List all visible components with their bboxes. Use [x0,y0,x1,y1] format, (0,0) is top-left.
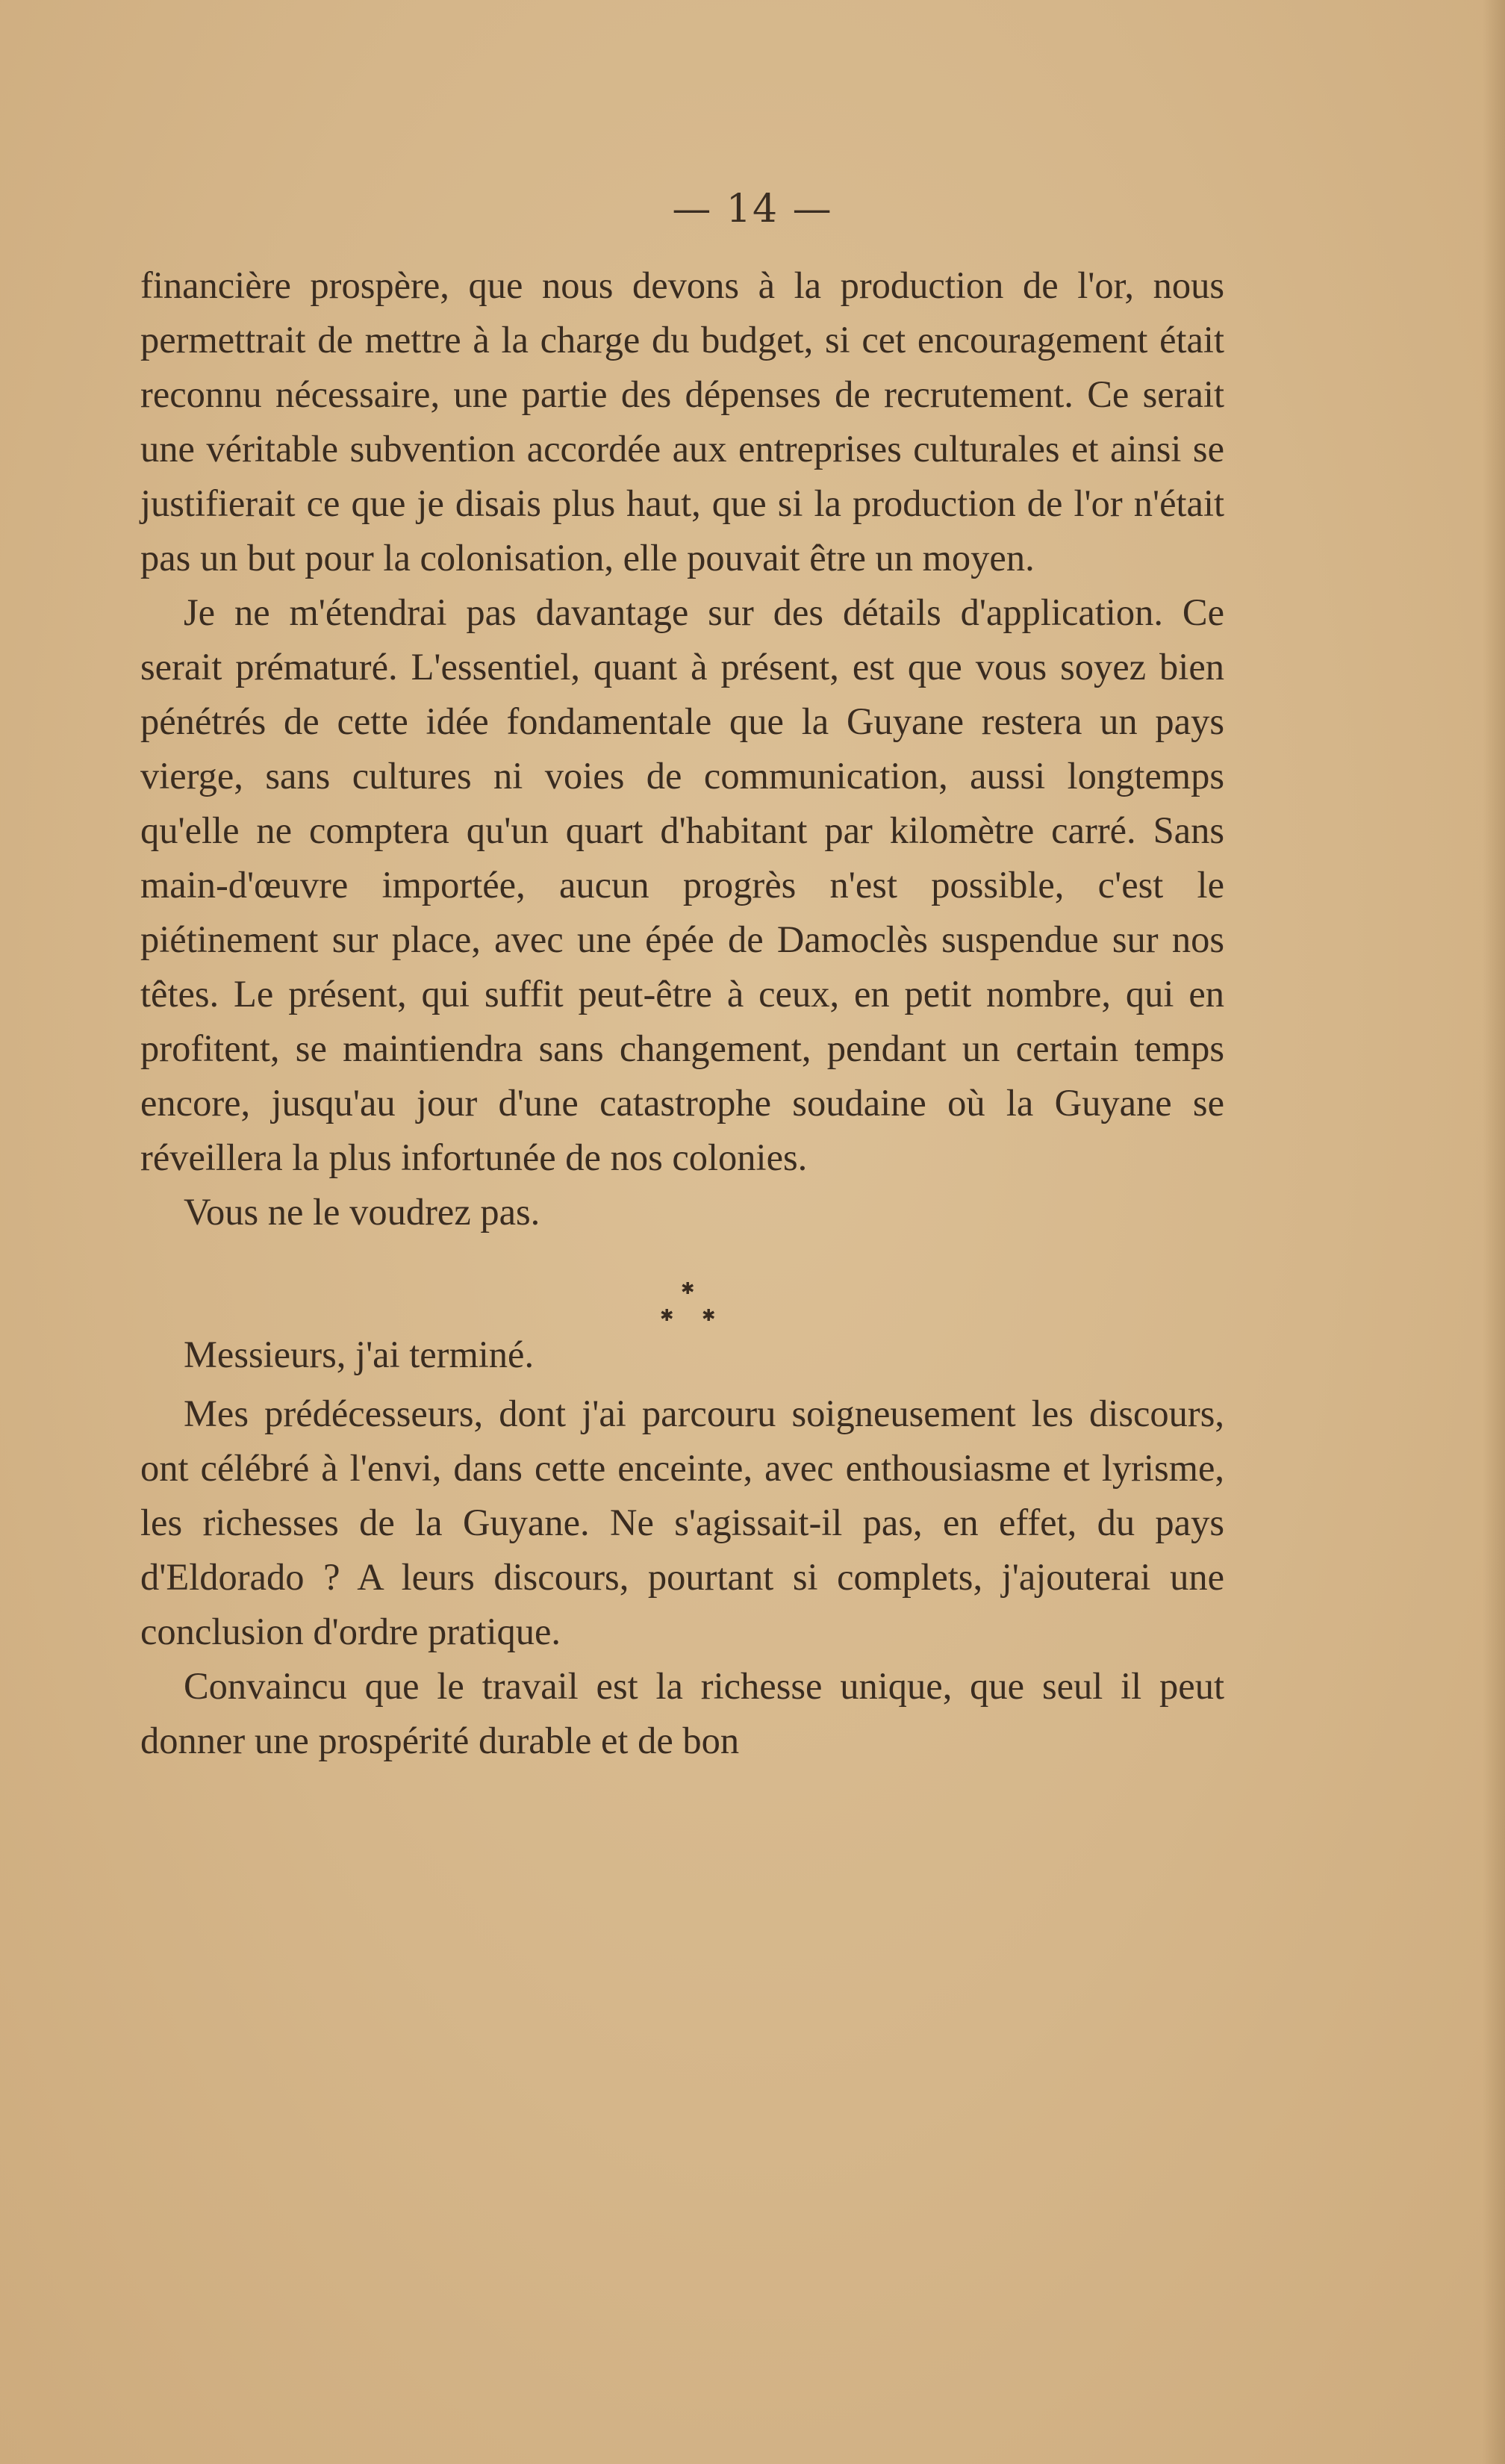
asterisk-icon: ✱ [702,1307,716,1325]
paragraph-4: Messieurs, j'ai terminé. [184,1334,535,1375]
paragraph-6: Convaincu que le travail est la richesse unique, que seul il peut donner une prospérité durable et de bon [140,1665,1224,1761]
paragraph-5: Mes prédécesseurs, dont j'ai parcouru soigneusement les discours, ont célébré à l'envi, dans cette enceinte, avec enthousiasme et lyrisme, les richesses de la Guyane. Ne s'agissait-il pas, en effet, du pays d'Eldorado ? A leurs discours, pourtant si complets, j'ajouterai une conclusion d'ordre pratique. [140,1393,1224,1652]
paragraph-3: Vous ne le voudrez pas. [184,1191,540,1233]
asterisk-icon: ✱ [660,1307,674,1325]
asterisk-icon: ✱ [681,1280,695,1298]
body-text [140,258,1224,1768]
paragraph-2: Je ne m'étendrai pas davantage sur des détails d'application. Ce serait prématuré. L'essentiel, quant à présent, est que vous soyez bien pénétrés de cette idée fondamentale que la Guyane restera un pays vierge, sans cultures ni voies de communication, aussi longtemps qu'elle ne comptera qu'un quart d'habitant par kilomètre carré. Sans main-d'œuvre importée, aucun progrès n'est possible, c'est le piétinement sur place, avec une épée de Damoclès suspendue sur nos têtes. Le présent, qui suffit peut-être à ceux, en petit nombre, qui en profitent, se maintiendra sans changement, pendant un certain temps encore, jusqu'au jour d'une catastrophe soudaine où la Guyane se réveillera la plus infortunée de nos colonies. [140,591,1224,1178]
paragraph-1: financière prospère, que nous devons à la production de l'or, nous permettrait de mettre à la charge du budget, si cet encouragement était reconnu nécessaire, une partie des dépenses de recrutement. Ce serait une véritable subvention accordée aux entreprises culturales et ainsi se justifierait ce que je disais plus haut, que si la production de l'or n'était pas un but pour la colonisation, elle pouvait être un moyen. [140,264,1224,579]
section-separator [140,1253,1224,1328]
page-edge-shadow [1483,0,1505,2464]
page-number: — 14 — [672,187,833,231]
